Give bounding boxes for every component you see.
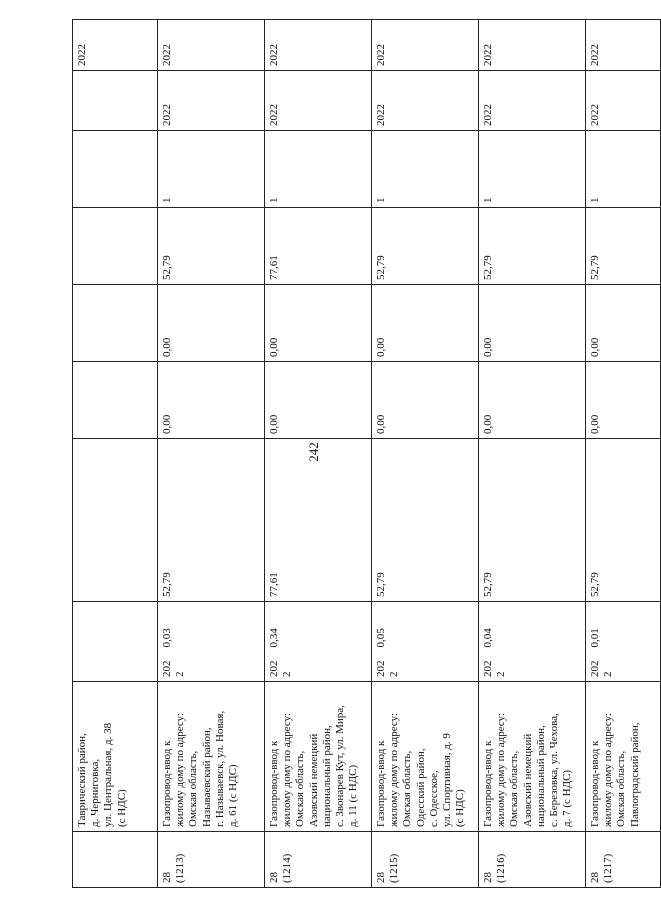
data-table bbox=[72, 19, 661, 888]
cell-row-number: 28 (1217) bbox=[586, 832, 661, 888]
cell-object-name: Газопровод-ввод к жилому дому по адресу: Омская область, Одесский район, с. Одесское, ул. Спортивная, д. 9 (с НДС) bbox=[372, 682, 479, 832]
cell-start-year: 2022 bbox=[586, 71, 661, 131]
cell-year: 2022 bbox=[372, 652, 479, 682]
cell-total: 77,61 bbox=[265, 208, 372, 285]
cell-empty bbox=[73, 439, 158, 516]
cell-value-2: 0,00 bbox=[586, 285, 661, 362]
cell-empty bbox=[372, 439, 479, 516]
cell-value-1: 0,00 bbox=[586, 362, 661, 439]
cell-value-2 bbox=[73, 285, 158, 362]
cell-length: 0,03 bbox=[158, 602, 265, 652]
cell-row-number: 28 (1214) bbox=[265, 832, 372, 888]
table-container bbox=[72, 20, 641, 888]
cell-value-1 bbox=[73, 362, 158, 439]
page-number: 242 bbox=[306, 442, 321, 462]
cell-end-year: 2022 bbox=[372, 20, 479, 71]
cell-value-1: 0,00 bbox=[372, 362, 479, 439]
cell-end-year: 2022 bbox=[586, 20, 661, 71]
cell-row-number: 28 (1216) bbox=[479, 832, 586, 888]
cell-row-number: 28 (1213) bbox=[158, 832, 265, 888]
cell-object-name: Газопровод-ввод к жилому дому по адресу: Омская область, Павлоградский район, bbox=[586, 682, 661, 832]
cell-end-year: 2022 bbox=[265, 20, 372, 71]
cell-end-year: 2022 bbox=[158, 20, 265, 71]
cell-start-year: 2022 bbox=[265, 71, 372, 131]
cell-cost: 52,79 bbox=[479, 516, 586, 602]
cell-total bbox=[73, 208, 158, 285]
cell-start-year bbox=[73, 71, 158, 131]
cell-empty bbox=[586, 439, 661, 516]
cell-value-2: 0,00 bbox=[372, 285, 479, 362]
cell-empty bbox=[265, 439, 372, 516]
cell-value-2: 0,00 bbox=[265, 285, 372, 362]
table-row bbox=[586, 20, 661, 888]
cell-cost: 52,79 bbox=[372, 516, 479, 602]
table-row bbox=[265, 20, 372, 888]
cell-cost: 52,79 bbox=[586, 516, 661, 602]
cell-start-year: 2022 bbox=[158, 71, 265, 131]
cell-cost bbox=[73, 516, 158, 602]
cell-quantity bbox=[73, 131, 158, 208]
cell-year: 2022 bbox=[586, 652, 661, 682]
cell-row-number: 28 (1215) bbox=[372, 832, 479, 888]
cell-year bbox=[73, 652, 158, 682]
cell-value-1: 0,00 bbox=[265, 362, 372, 439]
cell-quantity: 1 bbox=[586, 131, 661, 208]
cell-end-year: 2022 bbox=[73, 20, 158, 71]
cell-quantity: 1 bbox=[479, 131, 586, 208]
cell-length: 0,05 bbox=[372, 602, 479, 652]
cell-start-year: 2022 bbox=[372, 71, 479, 131]
cell-empty bbox=[158, 439, 265, 516]
cell-cost: 77,61 bbox=[265, 516, 372, 602]
cell-row-number bbox=[73, 832, 158, 888]
cell-object-name: Таврический район, д. Черниговка, ул. Центральная, д. 38 (с НДС) bbox=[73, 682, 158, 832]
cell-object-name: Газопровод-ввод к жилому дому по адресу: Омская область, Называевский район, г. Называевск, ул. Новая, д. 61 (с НДС) bbox=[158, 682, 265, 832]
cell-total: 52,79 bbox=[372, 208, 479, 285]
cell-year: 2022 bbox=[265, 652, 372, 682]
cell-length bbox=[73, 602, 158, 652]
cell-quantity: 1 bbox=[372, 131, 479, 208]
table-row bbox=[73, 20, 158, 888]
cell-value-1: 0,00 bbox=[479, 362, 586, 439]
cell-cost: 52,79 bbox=[158, 516, 265, 602]
table-row bbox=[158, 20, 265, 888]
cell-year: 2022 bbox=[479, 652, 586, 682]
table-row bbox=[372, 20, 479, 888]
cell-value-2: 0,00 bbox=[479, 285, 586, 362]
cell-length: 0,04 bbox=[479, 602, 586, 652]
cell-length: 0,01 bbox=[586, 602, 661, 652]
cell-end-year: 2022 bbox=[479, 20, 586, 71]
cell-value-2: 0,00 bbox=[158, 285, 265, 362]
cell-quantity: 1 bbox=[265, 131, 372, 208]
cell-quantity: 1 bbox=[158, 131, 265, 208]
cell-total: 52,79 bbox=[158, 208, 265, 285]
cell-total: 52,79 bbox=[479, 208, 586, 285]
cell-start-year: 2022 bbox=[479, 71, 586, 131]
cell-value-1: 0,00 bbox=[158, 362, 265, 439]
cell-object-name: Газопровод-ввод к жилому дому по адресу: Омская область, Азовский немецкий национальный район, с. Звонарев Кут, ул. Мира, д. 11 (с НДС) bbox=[265, 682, 372, 832]
cell-object-name: Газопровод-ввод к жилому дому по адресу: Омская область, Азовский немецкий национальный район, с. Березовка, ул. Чехова, д. 7 (с НДС) bbox=[479, 682, 586, 832]
cell-total: 52,79 bbox=[586, 208, 661, 285]
cell-empty bbox=[479, 439, 586, 516]
table-row bbox=[479, 20, 586, 888]
cell-length: 0,34 bbox=[265, 602, 372, 652]
cell-year: 2022 bbox=[158, 652, 265, 682]
